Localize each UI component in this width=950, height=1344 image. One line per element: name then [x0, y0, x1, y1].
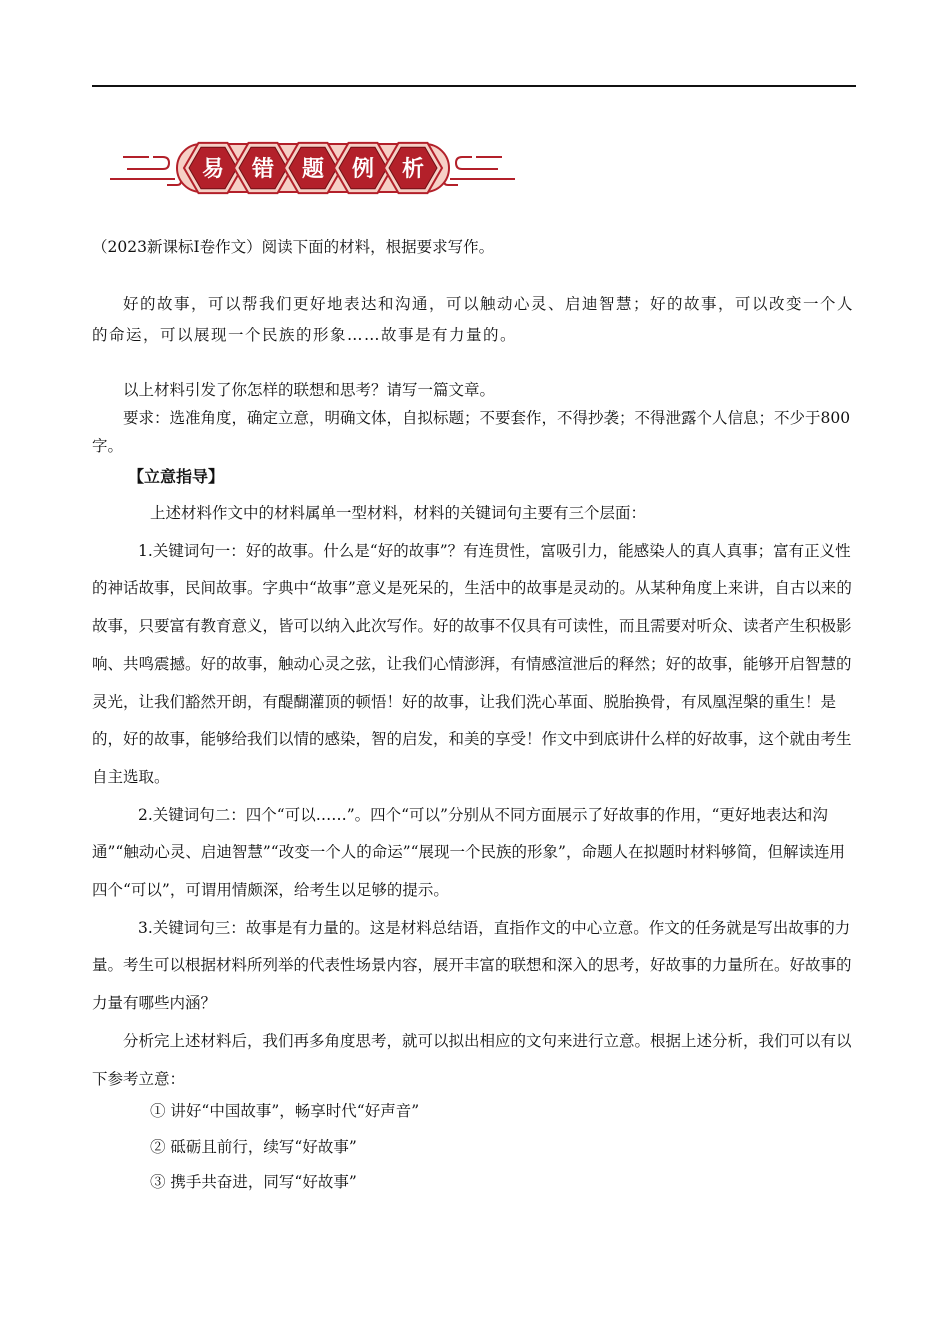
banner-char: 易 — [201, 157, 225, 182]
banner-right-ornament — [444, 157, 515, 185]
reference-ideas-list — [150, 1094, 419, 1201]
banner-char: 析 — [401, 157, 425, 182]
header-rule — [92, 85, 856, 87]
reference-idea-item: ② 砥砺且前行，续写“好故事” — [150, 1137, 357, 1156]
banner-char: 错 — [251, 157, 275, 182]
prompt-material: 好的故事，可以帮我们更好地表达和沟通，可以触动心灵、启迪智慧；好的故事，可以改变一个人的命运，可以展现一个民族的形象……故事是有力量的。 — [92, 295, 855, 344]
guide-intro: 上述材料作文中的材料属单一型材料，材料的关键词句主要有三个层面： — [150, 504, 647, 522]
banner-left-ornament — [110, 157, 181, 185]
guide-point-2: 2.关键词句二：四个“可以……”。四个“可以”分别从不同方面展示了好故事的作用，“更好地表达和沟通”“触动心灵、启迪智慧”“改变一个人的命运”“展现一个民族的形象”，命题人在拟题时材料够简，但解读连用四个“可以”，可谓用情颇深，给考生以足够的提示。 — [92, 805, 845, 900]
banner-graphic — [105, 135, 520, 201]
prompt-source-line: （2023新课标Ⅰ卷作文）阅读下面的材料，根据要求写作。 — [92, 238, 495, 256]
guide-analysis — [92, 495, 856, 1098]
reference-idea-item: ③ 携手共奋进，同写“好故事” — [150, 1173, 357, 1191]
banner-char: 例 — [351, 157, 375, 182]
guide-point-1: 1.关键词句一：好的故事。什么是“好的故事”？有连贯性，富吸引力，能感染人的真人真事；富有正义性的神话故事，民间故事。字典中“故事”意义是死呆的，生活中的故事是灵动的。从某种角度上来讲，自古以来的故事，只要富有教育意义，皆可以纳入此次写作。好的故事不仅具有可读性，而且需要对听众、读者产生积极影响、共鸣震撼。好的故事，触动心灵之弦，让我们心情澎湃，有情感渲泄后的释然；好的故事，能够开启智慧的灵光，让我们豁然开朗，有醍醐灌顶的顿悟！好的故事，让我们洗心革面、脱胎换骨，有凤凰涅槃的重生！是的，好的故事，能够给我们以情的感染，智的启发，和美的享受！作文中到底讲什么样的好故事，这个就由考生自主选取。 — [92, 541, 852, 786]
guide-point-3: 3.关键词句三：故事是有力量的。这是材料总结语，直指作文的中心立意。作文的任务就是写出故事的力量。考生可以根据材料所列举的代表性场景内容，展开丰富的联想和深入的思考，好故事的力量所在。好故事的力量有哪些内涵？ — [92, 918, 852, 1013]
banner-hexagons — [177, 143, 449, 193]
prompt-requirements: 要求：选准角度，确定立意，明确文体，自拟标题；不要套作，不得抄袭；不得泄露个人信息；不少于800字。 — [92, 409, 851, 455]
guide-summary: 分析完上述材料后，我们再多角度思考，就可以拟出相应的文句来进行立意。根据上述分析，我们可以有以下参考立意： — [92, 1031, 852, 1088]
guide-heading: 【立意指导】 — [128, 467, 225, 486]
prompt-question: 以上材料引发了你怎样的联想和思考？请写一篇文章。 — [123, 381, 496, 399]
reference-idea-item: ① 讲好“中国故事”，畅享时代“好声音” — [150, 1102, 420, 1120]
section-banner — [105, 135, 520, 201]
banner-char: 题 — [301, 157, 325, 182]
